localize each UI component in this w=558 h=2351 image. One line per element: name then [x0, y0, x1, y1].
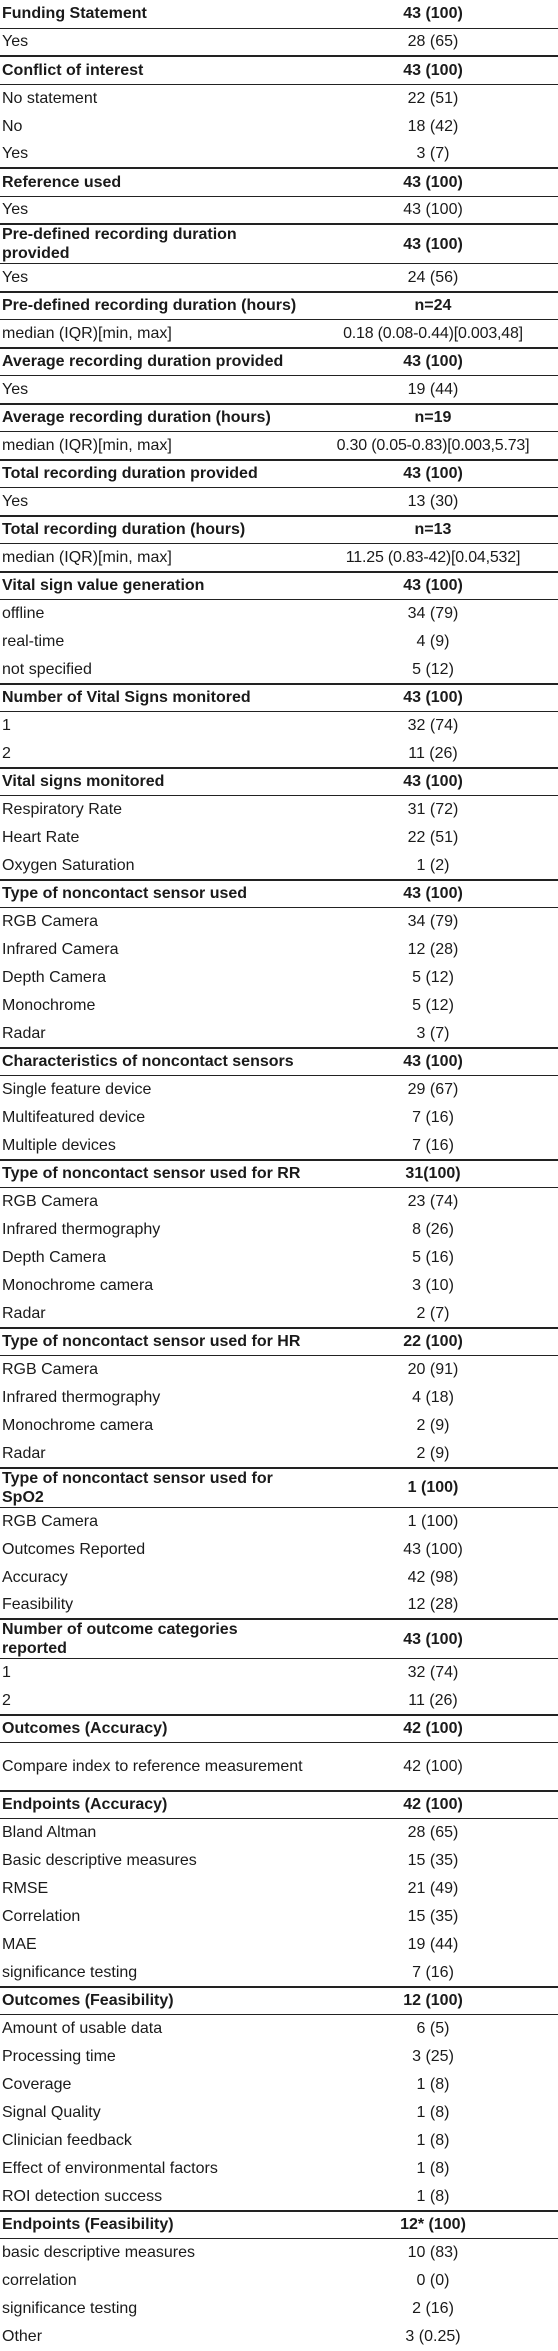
section-title: Outcomes (Feasibility) [0, 1987, 308, 2015]
table-row [0, 908, 558, 936]
table-row [0, 2323, 558, 2351]
table-row [0, 1591, 558, 1619]
section-total: 22 (100) [308, 1328, 558, 1356]
section-header-row [0, 1715, 558, 1743]
table-row [0, 1132, 558, 1160]
table-row [0, 1440, 558, 1468]
table-row [0, 1020, 558, 1048]
table-row [0, 964, 558, 992]
row-value: 0.18 (0.08-0.44)[0.003,48] [343, 324, 523, 342]
row-value: 20 (91) [407, 1361, 459, 1379]
row-value: 19 (44) [407, 1936, 459, 1953]
section-total: n=13 [308, 516, 558, 544]
row-label: RGB Camera [2, 1193, 99, 1211]
row-label: Compare index to reference measurement [2, 1757, 303, 1775]
row-value: 3 (25) [412, 2048, 454, 2065]
row-value: 3 (10) [412, 1277, 454, 1294]
row-label: Yes [2, 33, 29, 51]
table-row [0, 740, 558, 768]
row-value: 2 (9) [416, 1444, 450, 1462]
section-header-row [0, 684, 558, 712]
row-value: 34 (79) [407, 605, 459, 623]
row-value: 42 (100) [403, 1757, 463, 1775]
row-label: Depth Camera [2, 969, 107, 986]
section-header-row [0, 516, 558, 544]
row-label: Accuracy [2, 1568, 68, 1586]
table-row [0, 1356, 558, 1384]
table-row [0, 796, 558, 824]
row-label: median (IQR)[min, max] [2, 548, 172, 566]
section-title: Type of noncontact sensor used for HR [0, 1328, 308, 1356]
row-value: 0 (0) [416, 2272, 450, 2289]
section-total: 43 (100) [308, 684, 558, 712]
section-header-row [0, 56, 558, 84]
section-total: 43 (100) [308, 880, 558, 908]
table-row [0, 1847, 558, 1875]
row-label: RGB Camera [2, 1512, 99, 1530]
table-row [0, 936, 558, 964]
section-title: Vital signs monitored [0, 768, 308, 796]
row-label: Radar [2, 1444, 46, 1462]
row-value: 6 (5) [416, 2020, 450, 2038]
row-value: 31 (72) [407, 801, 459, 819]
table-row [0, 2267, 558, 2295]
section-total: 43 (100) [308, 1619, 558, 1659]
section-total: n=19 [308, 404, 558, 432]
section-title: Reference used [0, 168, 308, 196]
table-row [0, 140, 558, 168]
row-label: Monochrome [2, 997, 96, 1014]
row-label: 2 [2, 1691, 11, 1709]
row-label: 1 [2, 1664, 11, 1682]
row-label: Infrared thermography [2, 1389, 161, 1406]
table-row [0, 1819, 558, 1847]
row-value: 5 (12) [412, 997, 454, 1014]
row-label: 2 [2, 744, 11, 762]
table-row [0, 2239, 558, 2267]
table-row [0, 2043, 558, 2071]
row-value: 1 (2) [416, 856, 450, 874]
row-label: No [2, 117, 23, 135]
row-value: 34 (79) [407, 913, 459, 931]
section-total: 42 (100) [308, 1715, 558, 1743]
section-total: 43 (100) [308, 768, 558, 796]
row-label: Signal Quality [2, 2104, 101, 2121]
row-value: 2 (16) [412, 2300, 454, 2317]
row-value: 7 (16) [412, 1109, 454, 1126]
section-header-row [0, 2211, 558, 2239]
row-label: Yes [2, 492, 29, 510]
row-label: Yes [2, 145, 29, 162]
section-header-row [0, 224, 558, 264]
row-value: 15 (35) [407, 1852, 459, 1869]
row-label: Monochrome camera [2, 1417, 154, 1434]
section-header-row [0, 460, 558, 488]
row-label: Multiple devices [2, 1136, 116, 1154]
section-title: Characteristics of noncontact sensors [0, 1048, 308, 1076]
table-row [0, 84, 558, 112]
table-row [0, 320, 558, 348]
section-header-row [0, 1987, 558, 2015]
row-label: Clinician feedback [2, 2132, 132, 2149]
table-row [0, 1931, 558, 1959]
row-value: 5 (12) [412, 660, 454, 678]
row-label: significance testing [2, 1963, 138, 1981]
table-row [0, 712, 558, 740]
section-header-row [0, 292, 558, 320]
section-title: Endpoints (Feasibility) [0, 2211, 308, 2239]
row-label: Monochrome camera [2, 1277, 154, 1294]
row-value: 1 (8) [416, 2132, 450, 2149]
row-label: correlation [2, 2272, 77, 2289]
table-row [0, 264, 558, 292]
row-value: 7 (16) [412, 1136, 454, 1154]
row-value: 23 (74) [407, 1193, 459, 1211]
row-label: MAE [2, 1936, 37, 1953]
row-value: 28 (65) [407, 1824, 459, 1842]
row-label: Multifeatured device [2, 1109, 146, 1126]
table-row [0, 656, 558, 684]
row-label: Radar [2, 1024, 46, 1042]
section-title: Total recording duration (hours) [0, 516, 308, 544]
section-total: n=24 [308, 292, 558, 320]
section-total: 43 (100) [308, 1048, 558, 1076]
section-total: 43 (100) [308, 572, 558, 600]
row-value: 4 (9) [416, 633, 450, 650]
row-label: Yes [2, 201, 29, 219]
row-value: 10 (83) [407, 2244, 459, 2262]
row-label: Yes [2, 380, 29, 398]
section-title: Endpoints (Accuracy) [0, 1791, 308, 1819]
row-value: 18 (42) [407, 117, 459, 135]
row-label: Oxygen Saturation [2, 856, 135, 874]
table-row [0, 1959, 558, 1987]
row-label: Infrared Camera [2, 941, 119, 958]
row-value: 22 (51) [407, 89, 459, 107]
row-value: 24 (56) [407, 268, 459, 286]
row-label: RGB Camera [2, 913, 99, 931]
table-row [0, 488, 558, 516]
row-value: 5 (16) [412, 1249, 454, 1266]
section-title: Number of outcome categories reported [0, 1619, 308, 1659]
table-row [0, 2099, 558, 2127]
section-title: Number of Vital Signs monitored [0, 684, 308, 712]
row-value: 5 (12) [412, 969, 454, 986]
row-label: Coverage [2, 2076, 72, 2093]
row-value: 0.30 (0.05-0.83)[0.003,5.73] [336, 436, 530, 454]
section-header-row [0, 1619, 558, 1659]
row-label: 1 [2, 717, 11, 735]
table-row [0, 2127, 558, 2155]
section-title: Funding Statement [0, 0, 308, 28]
table-row [0, 628, 558, 656]
table-row [0, 1384, 558, 1412]
row-value: 1 (8) [416, 2104, 450, 2121]
row-value: 42 (98) [407, 1568, 459, 1586]
row-label: Yes [2, 268, 29, 286]
section-header-row [0, 404, 558, 432]
section-total: 43 (100) [308, 0, 558, 28]
row-label: Infrared thermography [2, 1221, 161, 1238]
table-row [0, 376, 558, 404]
section-header-row [0, 1048, 558, 1076]
table-row [0, 1903, 558, 1931]
row-value: 28 (65) [407, 33, 459, 51]
table-row [0, 824, 558, 852]
section-title: Conflict of interest [0, 56, 308, 84]
section-title: Type of noncontact sensor used for SpO2 [0, 1468, 308, 1508]
row-value: 15 (35) [407, 1908, 459, 1925]
section-title: Outcomes (Accuracy) [0, 1715, 308, 1743]
row-value: 11 (26) [408, 744, 458, 762]
table-row [0, 1535, 558, 1563]
table-row [0, 28, 558, 56]
row-label: Depth Camera [2, 1249, 107, 1266]
table-row [0, 1272, 558, 1300]
section-total: 12* (100) [308, 2211, 558, 2239]
table-row [0, 196, 558, 224]
section-total: 1 (100) [308, 1468, 558, 1508]
row-value: 1 (100) [407, 1512, 459, 1530]
row-value: 11 (26) [408, 1691, 458, 1709]
section-title: Average recording duration provided [0, 348, 308, 376]
table-row [0, 432, 558, 460]
section-header-row [0, 1160, 558, 1188]
table-row [0, 1412, 558, 1440]
table-row [0, 1188, 558, 1216]
row-label: basic descriptive measures [2, 2244, 195, 2262]
section-header-row [0, 1328, 558, 1356]
row-label: real-time [2, 633, 65, 650]
row-value: 19 (44) [407, 380, 459, 398]
table-row [0, 1875, 558, 1903]
section-header-row [0, 0, 558, 28]
section-title: Type of noncontact sensor used [0, 880, 308, 908]
section-title: Type of noncontact sensor used for RR [0, 1160, 308, 1188]
section-total: 12 (100) [308, 1987, 558, 2015]
row-value: 2 (9) [416, 1417, 450, 1434]
row-value: 11.25 (0.83-42)[0.04,532] [345, 548, 521, 566]
section-total: 31(100) [308, 1160, 558, 1188]
row-value: 8 (26) [412, 1221, 454, 1238]
section-header-row [0, 880, 558, 908]
section-title: Total recording duration provided [0, 460, 308, 488]
row-value: 1 (8) [416, 2187, 450, 2205]
row-value: 32 (74) [407, 717, 459, 735]
row-label: Correlation [2, 1908, 81, 1925]
section-total: 42 (100) [308, 1791, 558, 1819]
row-value: 12 (28) [407, 1596, 459, 1613]
row-label: offline [2, 605, 45, 623]
row-value: 3 (7) [416, 1024, 450, 1042]
section-title: Pre-defined recording duration (hours) [0, 292, 308, 320]
row-label: Radar [2, 1304, 46, 1322]
row-value: 21 (49) [407, 1880, 459, 1897]
row-label: median (IQR)[min, max] [2, 324, 172, 342]
section-total: 43 (100) [308, 460, 558, 488]
row-value: 12 (28) [407, 941, 459, 958]
table-row [0, 852, 558, 880]
section-header-row [0, 1791, 558, 1819]
table-row [0, 2183, 558, 2211]
row-label: not specified [2, 660, 92, 678]
section-header-row [0, 348, 558, 376]
row-value: 2 (7) [416, 1304, 450, 1322]
table-row [0, 992, 558, 1020]
section-total: 43 (100) [308, 56, 558, 84]
row-value: 1 (8) [416, 2160, 450, 2177]
table-row [0, 2071, 558, 2099]
row-label: Amount of usable data [2, 2020, 163, 2038]
row-value: 4 (18) [412, 1389, 454, 1406]
table-row [0, 2155, 558, 2183]
table-row [0, 600, 558, 628]
section-total: 43 (100) [308, 348, 558, 376]
row-value: 22 (51) [407, 829, 459, 846]
table-row [0, 1659, 558, 1687]
table-row [0, 1507, 558, 1535]
section-header-row [0, 1468, 558, 1508]
table-row [0, 1300, 558, 1328]
row-label: Respiratory Rate [2, 801, 123, 819]
row-value: 29 (67) [407, 1081, 459, 1099]
row-label: Basic descriptive measures [2, 1852, 197, 1869]
table-row [0, 1076, 558, 1104]
row-value: 13 (30) [407, 492, 459, 510]
row-label: Processing time [2, 2048, 116, 2065]
row-value: 43 (100) [403, 201, 463, 219]
section-header-row [0, 572, 558, 600]
row-label: ROI detection success [2, 2187, 163, 2205]
row-label: Heart Rate [2, 829, 80, 846]
row-label: RMSE [2, 1880, 49, 1897]
row-label: No statement [2, 89, 98, 107]
section-total: 43 (100) [308, 224, 558, 264]
section-title: Pre-defined recording duration provided [0, 224, 308, 264]
row-label: RGB Camera [2, 1361, 99, 1379]
table-row [0, 544, 558, 572]
row-value: 3 (7) [416, 145, 450, 162]
row-label: Feasibility [2, 1596, 74, 1613]
row-label: Outcomes Reported [2, 1540, 146, 1558]
row-value: 7 (16) [412, 1963, 454, 1981]
row-value: 1 (8) [416, 2076, 450, 2093]
table-row [0, 112, 558, 140]
table-row [0, 1216, 558, 1244]
section-header-row [0, 168, 558, 196]
table-row [0, 1687, 558, 1715]
row-value: 3 (0.25) [405, 2328, 461, 2345]
table-row [0, 1563, 558, 1591]
table-row [0, 1104, 558, 1132]
table-row [0, 2015, 558, 2043]
row-label: Other [2, 2328, 43, 2345]
row-value: 32 (74) [407, 1664, 459, 1682]
section-total: 43 (100) [308, 168, 558, 196]
table-row [0, 1743, 558, 1791]
row-label: Single feature device [2, 1081, 152, 1099]
table-row [0, 1244, 558, 1272]
row-label: Effect of environmental factors [2, 2160, 218, 2177]
row-label: median (IQR)[min, max] [2, 436, 172, 454]
table-row [0, 2295, 558, 2323]
row-label: Bland Altman [2, 1824, 97, 1842]
section-title: Average recording duration (hours) [0, 404, 308, 432]
section-header-row [0, 768, 558, 796]
section-title: Vital sign value generation [0, 572, 308, 600]
row-label: significance testing [2, 2300, 138, 2317]
row-value: 43 (100) [403, 1540, 463, 1558]
